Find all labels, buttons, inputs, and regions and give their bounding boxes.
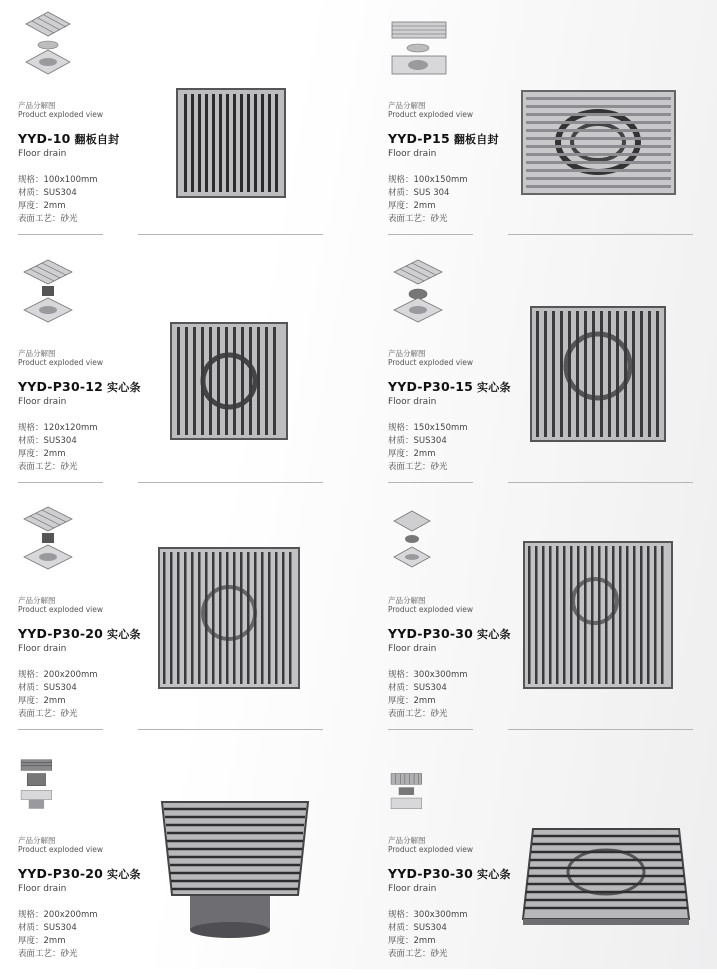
exploded-view-image	[388, 745, 434, 825]
spec-size: 规格：200x200mm	[18, 670, 98, 680]
exploded-view-label-cn: 产品分解图	[388, 101, 426, 110]
product-type: Floor drain	[18, 644, 67, 654]
spec-thickness: 厚度：2mm	[388, 449, 436, 459]
spec-size: 规格：200x200mm	[18, 910, 98, 920]
product-type: Floor drain	[388, 149, 437, 159]
divider	[18, 729, 103, 730]
exploded-view-label-en: Product exploded view	[388, 845, 474, 854]
divider	[508, 482, 693, 483]
model-name-cn: 翻板自封	[453, 133, 499, 146]
spec-thickness: 厚度：2mm	[18, 696, 66, 706]
exploded-view-label-en: Product exploded view	[18, 605, 104, 614]
product-model	[388, 626, 511, 642]
model-code: YYD-P30-15	[388, 379, 474, 394]
divider	[388, 482, 473, 483]
spec-finish: 表面工艺：砂光	[388, 709, 448, 719]
model-code: YYD-P30-20	[18, 626, 104, 641]
model-name-cn: 实心条	[107, 381, 141, 394]
model-code: YYD-P30-20	[18, 866, 104, 881]
divider	[138, 234, 323, 235]
spec-finish: 表面工艺：砂光	[388, 949, 448, 959]
spec-material: 材质：SUS304	[388, 923, 447, 933]
exploded-view-label-cn: 产品分解图	[388, 349, 426, 358]
exploded-view-image	[18, 505, 78, 575]
model-name-cn: 实心条	[477, 868, 511, 881]
exploded-view-image	[18, 745, 64, 825]
product-type: Floor drain	[18, 149, 67, 159]
exploded-view-label-en: Product exploded view	[388, 605, 474, 614]
product-type: Floor drain	[18, 884, 67, 894]
floor-drain-image	[521, 827, 691, 932]
exploded-view-label-en: Product exploded view	[388, 110, 474, 119]
product-model	[388, 379, 511, 395]
spec-material: 材质：SUS 304	[388, 188, 450, 198]
product-card	[18, 10, 358, 240]
product-type: Floor drain	[388, 884, 437, 894]
product-card	[18, 258, 358, 488]
exploded-view-image	[18, 258, 78, 328]
product-type: Floor drain	[18, 397, 67, 407]
spec-material: 材质：SUS304	[18, 188, 77, 198]
product-card	[388, 10, 717, 240]
model-name-cn: 翻板自封	[74, 133, 120, 146]
spec-finish: 表面工艺：砂光	[18, 949, 78, 959]
model-name-cn: 实心条	[477, 628, 511, 641]
exploded-view-label-cn: 产品分解图	[18, 349, 56, 358]
product-card	[388, 258, 717, 488]
model-code: YYD-P15	[388, 131, 450, 146]
floor-drain-image	[160, 800, 310, 940]
exploded-view-image	[18, 10, 78, 80]
spec-finish: 表面工艺：砂光	[18, 462, 78, 472]
spec-size: 规格：150x150mm	[388, 423, 468, 433]
exploded-view-label-en: Product exploded view	[18, 845, 104, 854]
floor-drain-image	[158, 547, 300, 689]
spec-size: 规格：100x100mm	[18, 175, 98, 185]
divider	[18, 482, 103, 483]
spec-thickness: 厚度：2mm	[18, 449, 66, 459]
model-code: YYD-P30-12	[18, 379, 104, 394]
floor-drain-image	[523, 541, 673, 689]
product-card	[18, 505, 358, 735]
exploded-view-label-cn: 产品分解图	[18, 836, 56, 845]
divider	[388, 234, 473, 235]
product-card	[388, 745, 717, 975]
divider	[508, 729, 693, 730]
model-code: YYD-P30-30	[388, 866, 474, 881]
spec-thickness: 厚度：2mm	[18, 201, 66, 211]
model-code: YYD-10	[18, 131, 71, 146]
spec-material: 材质：SUS304	[18, 436, 77, 446]
product-card	[388, 505, 717, 735]
exploded-view-label-cn: 产品分解图	[388, 596, 426, 605]
exploded-view-image	[388, 10, 448, 80]
spec-finish: 表面工艺：砂光	[18, 214, 78, 224]
spec-finish: 表面工艺：砂光	[388, 462, 448, 472]
product-type: Floor drain	[388, 397, 437, 407]
product-model	[18, 866, 141, 882]
floor-drain-image	[176, 88, 286, 198]
floor-drain-image	[170, 322, 288, 440]
spec-size: 规格：120x120mm	[18, 423, 98, 433]
model-name-cn: 实心条	[477, 381, 511, 394]
spec-material: 材质：SUS304	[18, 683, 77, 693]
divider	[18, 234, 103, 235]
spec-material: 材质：SUS304	[388, 436, 447, 446]
product-model	[18, 379, 141, 395]
model-name-cn: 实心条	[107, 628, 141, 641]
exploded-view-image	[388, 258, 448, 328]
exploded-view-label-cn: 产品分解图	[388, 836, 426, 845]
spec-finish: 表面工艺：砂光	[388, 214, 448, 224]
spec-size: 规格：300x300mm	[388, 670, 468, 680]
floor-drain-image	[530, 306, 666, 442]
exploded-view-label-en: Product exploded view	[18, 110, 104, 119]
product-model	[18, 626, 141, 642]
exploded-view-label-en: Product exploded view	[18, 358, 104, 367]
exploded-view-image	[388, 505, 448, 575]
product-type: Floor drain	[388, 644, 437, 654]
floor-drain-image	[521, 90, 676, 195]
product-model	[18, 131, 119, 147]
divider	[138, 482, 323, 483]
spec-finish: 表面工艺：砂光	[18, 709, 78, 719]
product-card	[18, 745, 358, 975]
model-name-cn: 实心条	[107, 868, 141, 881]
spec-material: 材质：SUS304	[388, 683, 447, 693]
spec-thickness: 厚度：2mm	[388, 936, 436, 946]
exploded-view-label-cn: 产品分解图	[18, 596, 56, 605]
exploded-view-label-en: Product exploded view	[388, 358, 474, 367]
divider	[388, 729, 473, 730]
exploded-view-label-cn: 产品分解图	[18, 101, 56, 110]
product-model	[388, 131, 499, 147]
product-model	[388, 866, 511, 882]
spec-thickness: 厚度：2mm	[18, 936, 66, 946]
spec-material: 材质：SUS304	[18, 923, 77, 933]
spec-size: 规格：300x300mm	[388, 910, 468, 920]
divider	[508, 234, 693, 235]
spec-thickness: 厚度：2mm	[388, 201, 436, 211]
spec-size: 规格：100x150mm	[388, 175, 468, 185]
model-code: YYD-P30-30	[388, 626, 474, 641]
spec-thickness: 厚度：2mm	[388, 696, 436, 706]
divider	[138, 729, 323, 730]
